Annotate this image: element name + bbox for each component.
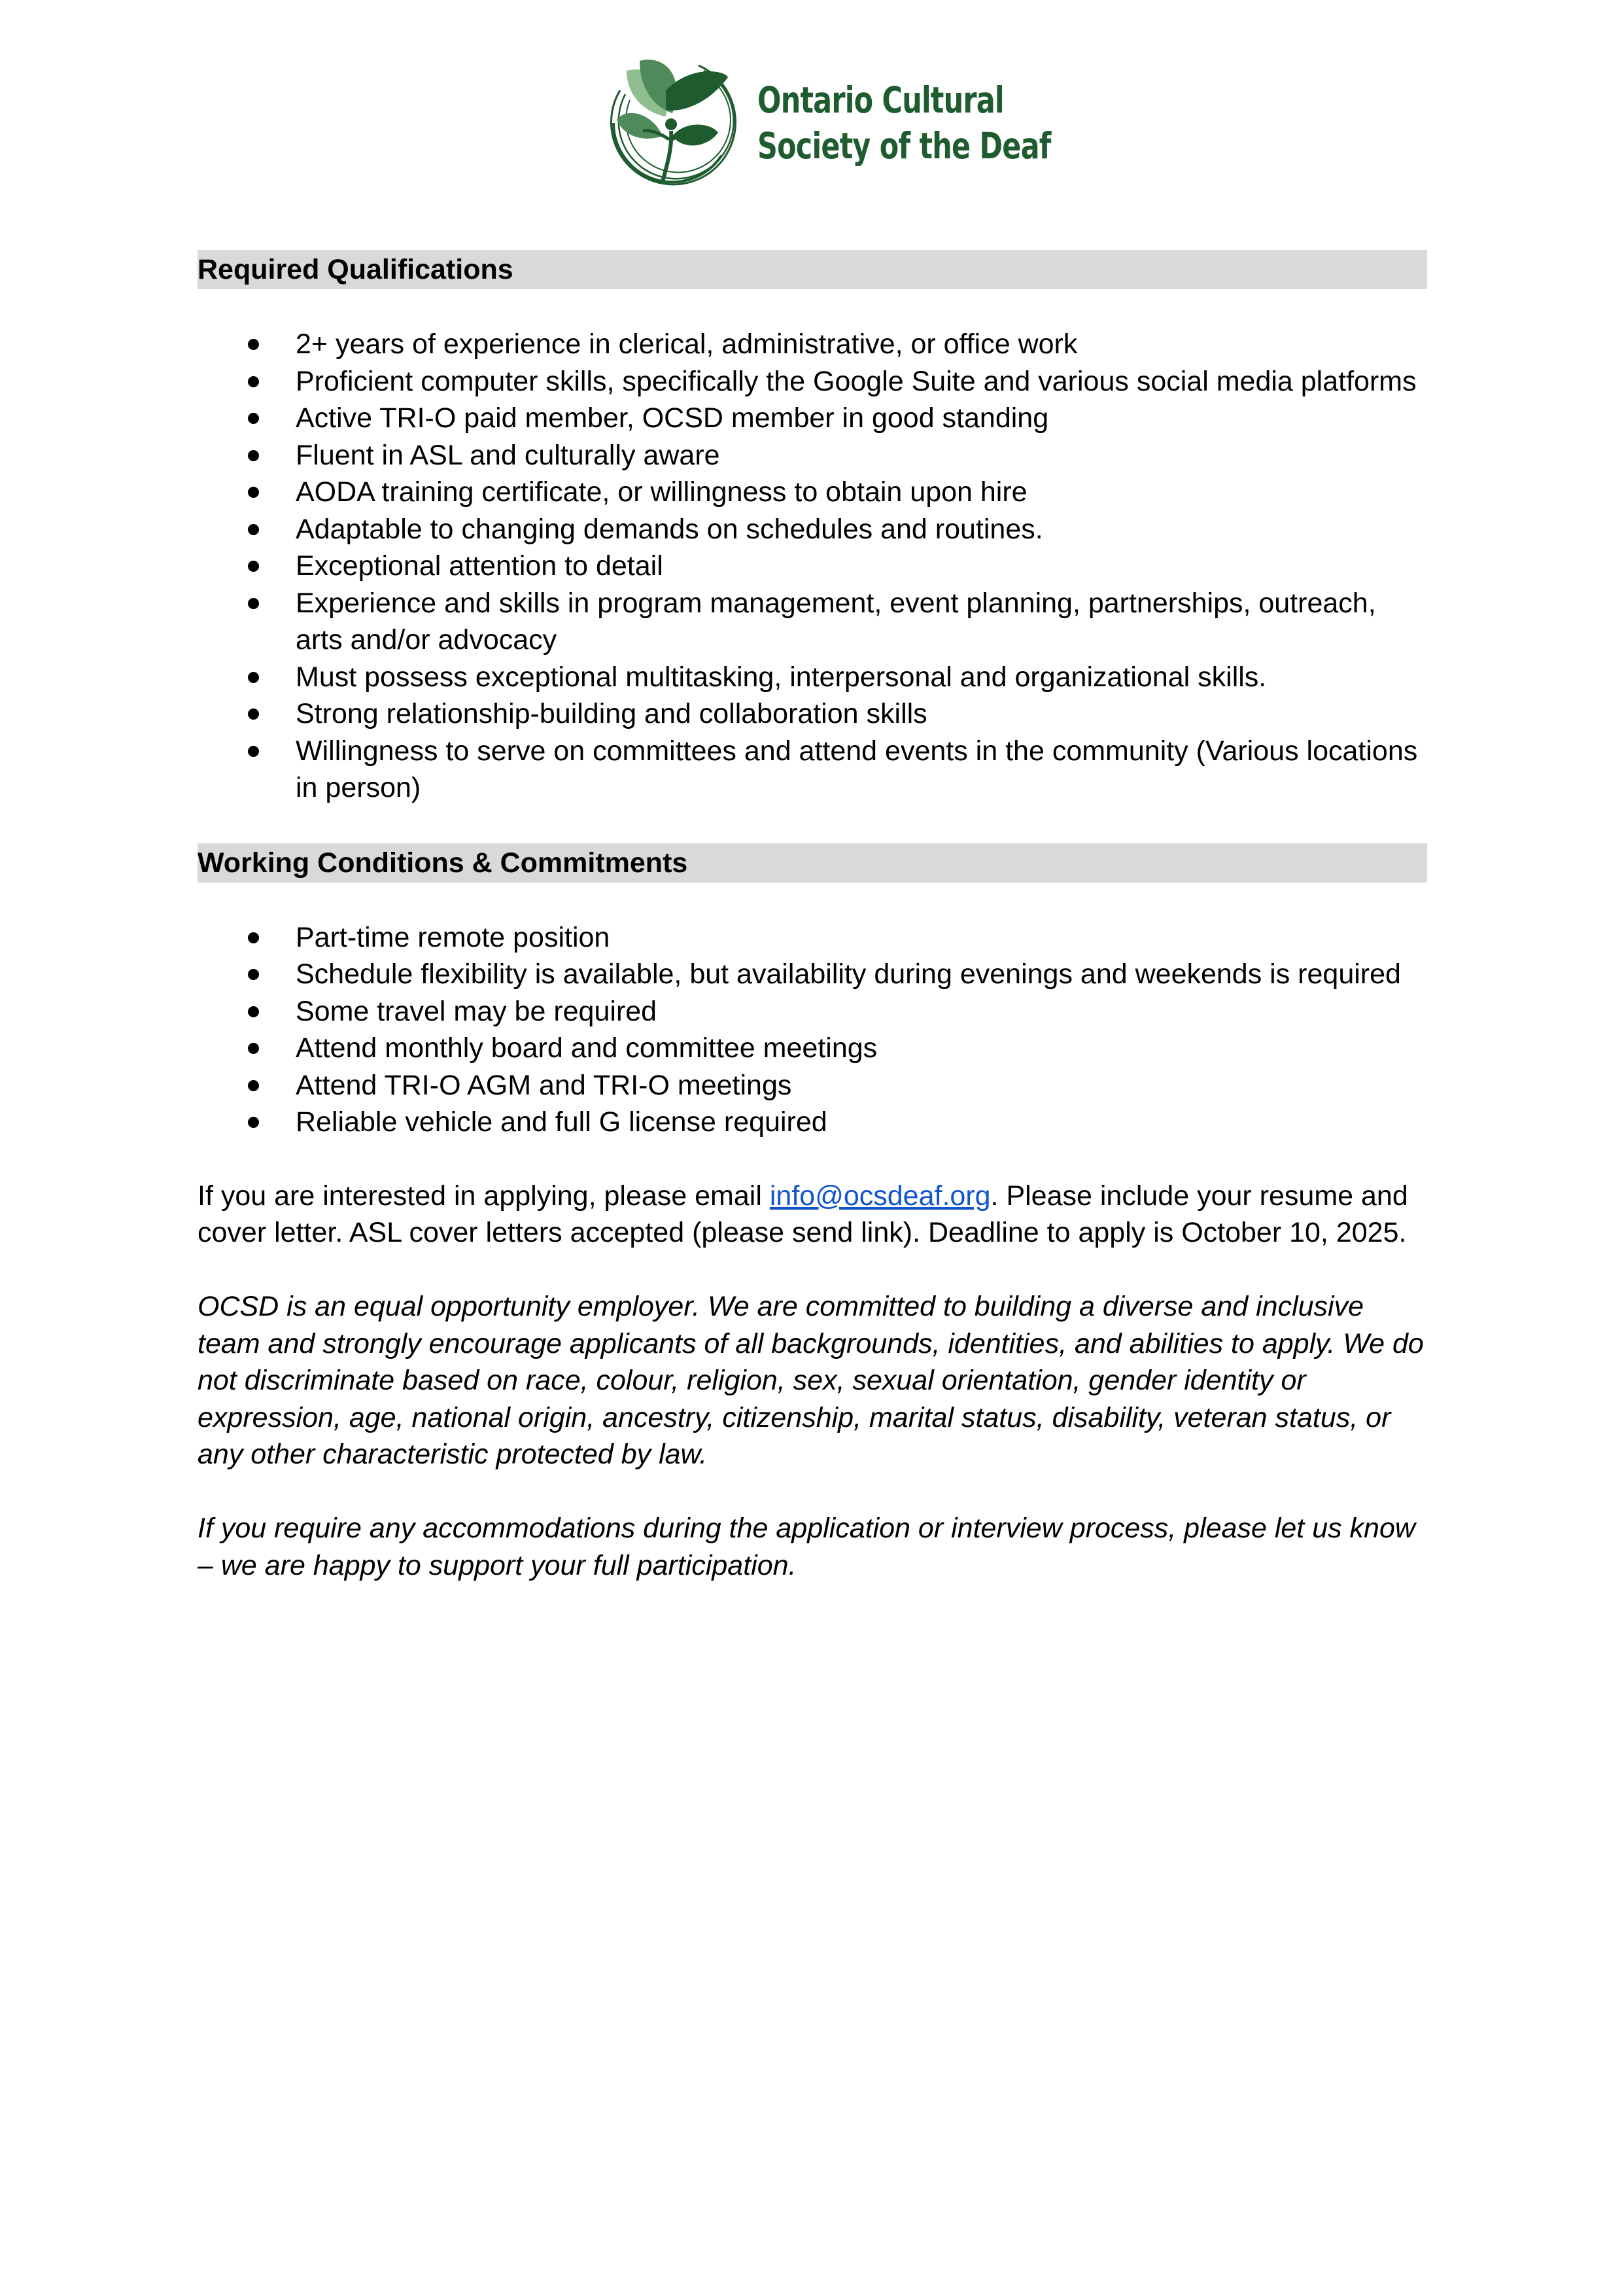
qualifications-list xyxy=(198,326,1427,807)
bullet-icon xyxy=(248,1043,259,1054)
accommodations-statement: If you require any accommodations during the application or interview process, please let us know – we are happy to support your full participation. xyxy=(198,1513,1415,1581)
bullet-icon xyxy=(248,524,259,535)
list-item-text: Strong relationship-building and collaboration skills xyxy=(296,698,927,729)
list-item-text: Experience and skills in program management, event planning, partnerships, outreach, arts and/or advocacy xyxy=(296,587,1376,656)
list-item-text: Schedule flexibility is available, but availability during evenings and weekends is required xyxy=(296,958,1401,990)
bullet-icon xyxy=(248,561,259,572)
list-item xyxy=(198,511,1427,548)
list-item xyxy=(198,956,1427,993)
conditions-list xyxy=(198,919,1427,1141)
list-item xyxy=(198,1104,1427,1141)
bullet-icon xyxy=(248,1117,259,1128)
list-item-text: Must possess exceptional multitasking, interpersonal and organizational skills. xyxy=(296,661,1267,693)
bullet-icon xyxy=(248,1006,259,1017)
bullet-icon xyxy=(248,746,259,757)
list-item-text: Fluent in ASL and culturally aware xyxy=(296,439,720,471)
bullet-icon xyxy=(248,969,259,980)
list-item xyxy=(198,733,1427,807)
email-link[interactable]: info@ocsdeaf.org xyxy=(769,1180,991,1212)
bullet-icon xyxy=(248,413,259,424)
list-item-text: Willingness to serve on committees and attend events in the community (Various locations in person) xyxy=(296,735,1418,803)
apply-text-after: . Please include your resume and cover letter. ASL cover letters accepted (please send link). Deadline to apply is October 10, 2025. xyxy=(198,1180,1408,1248)
list-item-text: Reliable vehicle and full G license required xyxy=(296,1106,827,1138)
list-item-text: Active TRI-O paid member, OCSD member in good standing xyxy=(296,402,1049,434)
bullet-icon xyxy=(248,672,259,683)
bullet-icon xyxy=(248,598,259,609)
list-item xyxy=(198,474,1427,511)
list-item xyxy=(198,363,1427,400)
list-item xyxy=(198,1067,1427,1104)
organization-name-line1: Ontario Cultural xyxy=(757,79,1004,121)
organization-name xyxy=(757,77,1051,169)
equal-opportunity-statement: OCSD is an equal opportunity employer. We are committed to building a diverse and inclusive team and strongly encourage applicants of all backgrounds, identities, and abilities to apply. We do not discriminate based on race, colour, religion, sex, sexual orientation, gender identity or expression, age, national origin, ancestry, citizenship, marital status, disability, veteran status, or any other characteristic protected by law. xyxy=(198,1291,1424,1470)
bullet-icon xyxy=(248,339,259,350)
bullet-icon xyxy=(248,709,259,720)
conditions-heading: Working Conditions & Commitments xyxy=(198,843,1427,883)
leaf-circle-logo-icon xyxy=(600,51,738,195)
list-item-text: Attend TRI-O AGM and TRI-O meetings xyxy=(296,1069,792,1101)
bullet-icon xyxy=(248,1080,259,1091)
bullet-icon xyxy=(248,932,259,943)
list-item xyxy=(198,326,1427,363)
list-item xyxy=(198,548,1427,585)
list-item-text: Some travel may be required xyxy=(296,995,657,1027)
apply-paragraph xyxy=(198,1178,1427,1252)
list-item xyxy=(198,659,1427,696)
list-item xyxy=(198,993,1427,1030)
organization-name-line2: Society of the Deaf xyxy=(757,125,1051,167)
list-item xyxy=(198,400,1427,437)
list-item-text: Proficient computer skills, specifically the Google Suite and various social media platforms xyxy=(296,365,1417,397)
list-item xyxy=(198,695,1427,733)
list-item xyxy=(198,1030,1427,1067)
bullet-icon xyxy=(248,487,259,498)
list-item-text: Exceptional attention to detail xyxy=(296,550,663,582)
apply-text-before: If you are interested in applying, please email xyxy=(198,1180,770,1212)
organization-logo xyxy=(600,51,1051,195)
list-item xyxy=(198,919,1427,956)
list-item-text: AODA training certificate, or willingness to obtain upon hire xyxy=(296,476,1028,508)
list-item-text: Adaptable to changing demands on schedules and routines. xyxy=(296,513,1043,545)
bullet-icon xyxy=(248,450,259,461)
list-item-text: Part-time remote position xyxy=(296,921,610,953)
list-item-text: Attend monthly board and committee meetings xyxy=(296,1032,878,1064)
list-item xyxy=(198,585,1427,659)
bullet-icon xyxy=(248,376,259,387)
list-item xyxy=(198,437,1427,474)
list-item-text: 2+ years of experience in clerical, administrative, or office work xyxy=(296,328,1078,360)
qualifications-heading: Required Qualifications xyxy=(198,250,1427,289)
document-body xyxy=(198,250,1427,1621)
